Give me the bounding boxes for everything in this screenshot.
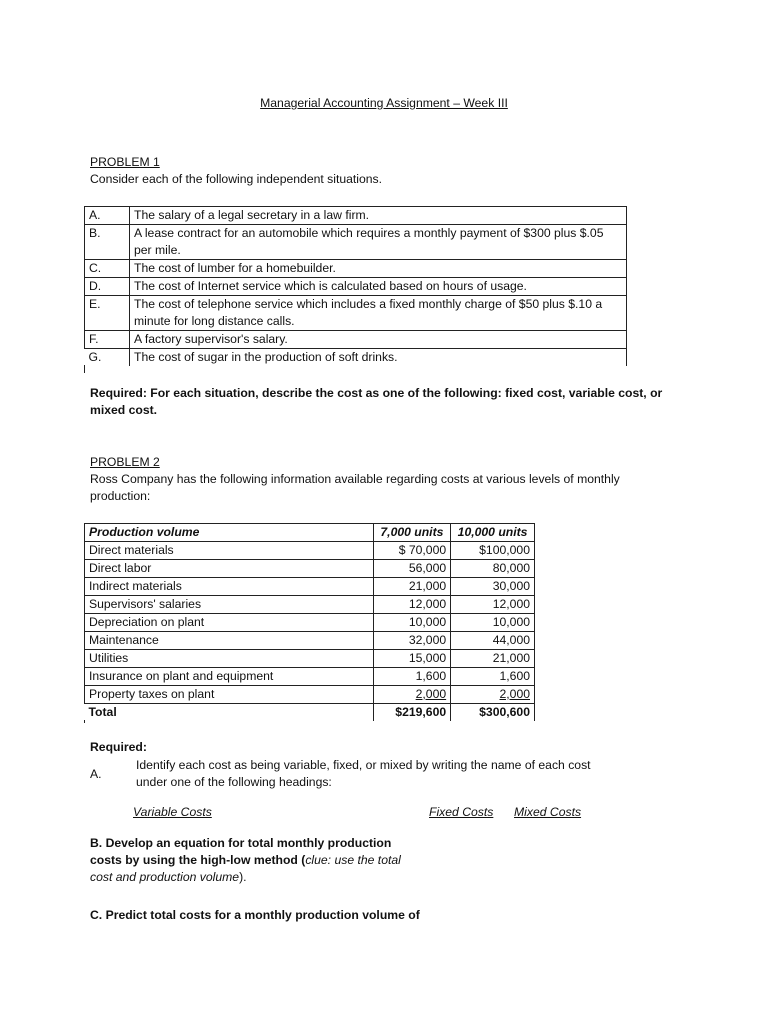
header-10000-units: 10,000 units [451,524,535,542]
cost-name: Indirect materials [85,578,374,596]
total-label: Total [85,704,374,722]
part-b-clue: clue: use the total cost and production volume [90,853,401,884]
table-edge [84,720,86,723]
cost-name: Direct labor [85,560,374,578]
table-row [85,560,535,578]
problem1-row [85,207,627,225]
table-row [85,668,535,686]
part-b-text-2: ). [239,870,247,884]
cost-7000: 1,600 [373,668,450,686]
cost-10000: 30,000 [451,578,535,596]
total-7000: $219,600 [373,704,450,722]
item-key: C. [85,260,130,278]
cost-name: Direct materials [85,542,374,560]
problem1-heading: PROBLEM 1 [90,155,160,169]
heading-fixed-costs: Fixed Costs [429,805,494,819]
cost-10000: 21,000 [451,650,535,668]
item-key: F. [85,331,130,349]
problem1-row [85,296,627,331]
part-c-text: C. Predict total costs for a monthly production volume of [90,908,420,922]
cost-name: Depreciation on plant [85,614,374,632]
header-production-volume: Production volume [85,524,374,542]
problem1-intro: Consider each of the following independent situations. [90,172,383,186]
item-text: The cost of lumber for a homebuilder. [130,260,627,278]
item-text: A lease contract for an automobile which requires a monthly payment of $300 plus $.05 per mile. [130,225,627,260]
table-row [85,614,535,632]
table-row [85,578,535,596]
item-key: G. [85,349,130,367]
part-b-text [90,835,410,886]
problem1-row [85,331,627,349]
table-row [85,650,535,668]
heading-variable-costs: Variable Costs [133,805,212,819]
cost-7000: 10,000 [373,614,450,632]
cost-10000: 80,000 [451,560,535,578]
item-text: The cost of sugar in the production of soft drinks. [130,349,627,367]
item-key: A. [85,207,130,225]
table-total-row [85,704,535,722]
part-a-key: A. [90,767,102,781]
cost-7000: 12,000 [373,596,450,614]
item-key: E. [85,296,130,331]
table-row [85,686,535,704]
required-text: For each situation, describe the cost as one of the following: fixed cost, variable cost, or mixed cost. [90,386,663,417]
problem1-row [85,278,627,296]
cost-7000: 56,000 [373,560,450,578]
item-text: The salary of a legal secretary in a law firm. [130,207,627,225]
cost-10000: 10,000 [451,614,535,632]
cost-7000: 21,000 [373,578,450,596]
problem1-row [85,225,627,260]
cost-10000: 12,000 [451,596,535,614]
cost-7000: 32,000 [373,632,450,650]
table-row [85,632,535,650]
item-text: A factory supervisor's salary. [130,331,627,349]
item-key: D. [85,278,130,296]
header-7000-units: 7,000 units [373,524,450,542]
cost-name: Supervisors' salaries [85,596,374,614]
cost-7000: $ 70,000 [373,542,450,560]
cost-10000: 1,600 [451,668,535,686]
cost-7000: 2,000 [373,686,450,704]
cost-10000: 2,000 [451,686,535,704]
part-a-text: Identify each cost as being variable, fixed, or mixed by writing the name of each cost under one of the following headings: [136,758,591,789]
cost-table [84,523,535,721]
problem2-required-label: Required: [90,740,147,754]
table-edge [84,365,86,373]
problem2-intro: Ross Company has the following information available regarding costs at various levels of monthly production: [90,472,620,503]
problem1-row [85,349,627,367]
required-label: Required: [90,386,147,400]
part-b-text-1: B. Develop an equation for total monthly production costs by using the high-low method ( [90,836,392,867]
cost-7000: 15,000 [373,650,450,668]
cost-name: Property taxes on plant [85,686,374,704]
problem1-table [84,206,627,366]
cost-name: Utilities [85,650,374,668]
cost-10000: $100,000 [451,542,535,560]
problem1-required [90,385,665,419]
problem2-heading: PROBLEM 2 [90,455,160,469]
item-text: The cost of telephone service which includes a fixed monthly charge of $50 plus $.10 a minute for long distance calls. [130,296,627,331]
cost-name: Maintenance [85,632,374,650]
page-title: Managerial Accounting Assignment – Week III [260,96,508,110]
item-text: The cost of Internet service which is calculated based on hours of usage. [130,278,627,296]
total-10000: $300,600 [451,704,535,722]
table-header-row [85,524,535,542]
problem1-row [85,260,627,278]
table-row [85,542,535,560]
cost-10000: 44,000 [451,632,535,650]
item-key: B. [85,225,130,260]
cost-name: Insurance on plant and equipment [85,668,374,686]
heading-mixed-costs: Mixed Costs [514,805,582,819]
table-row [85,596,535,614]
